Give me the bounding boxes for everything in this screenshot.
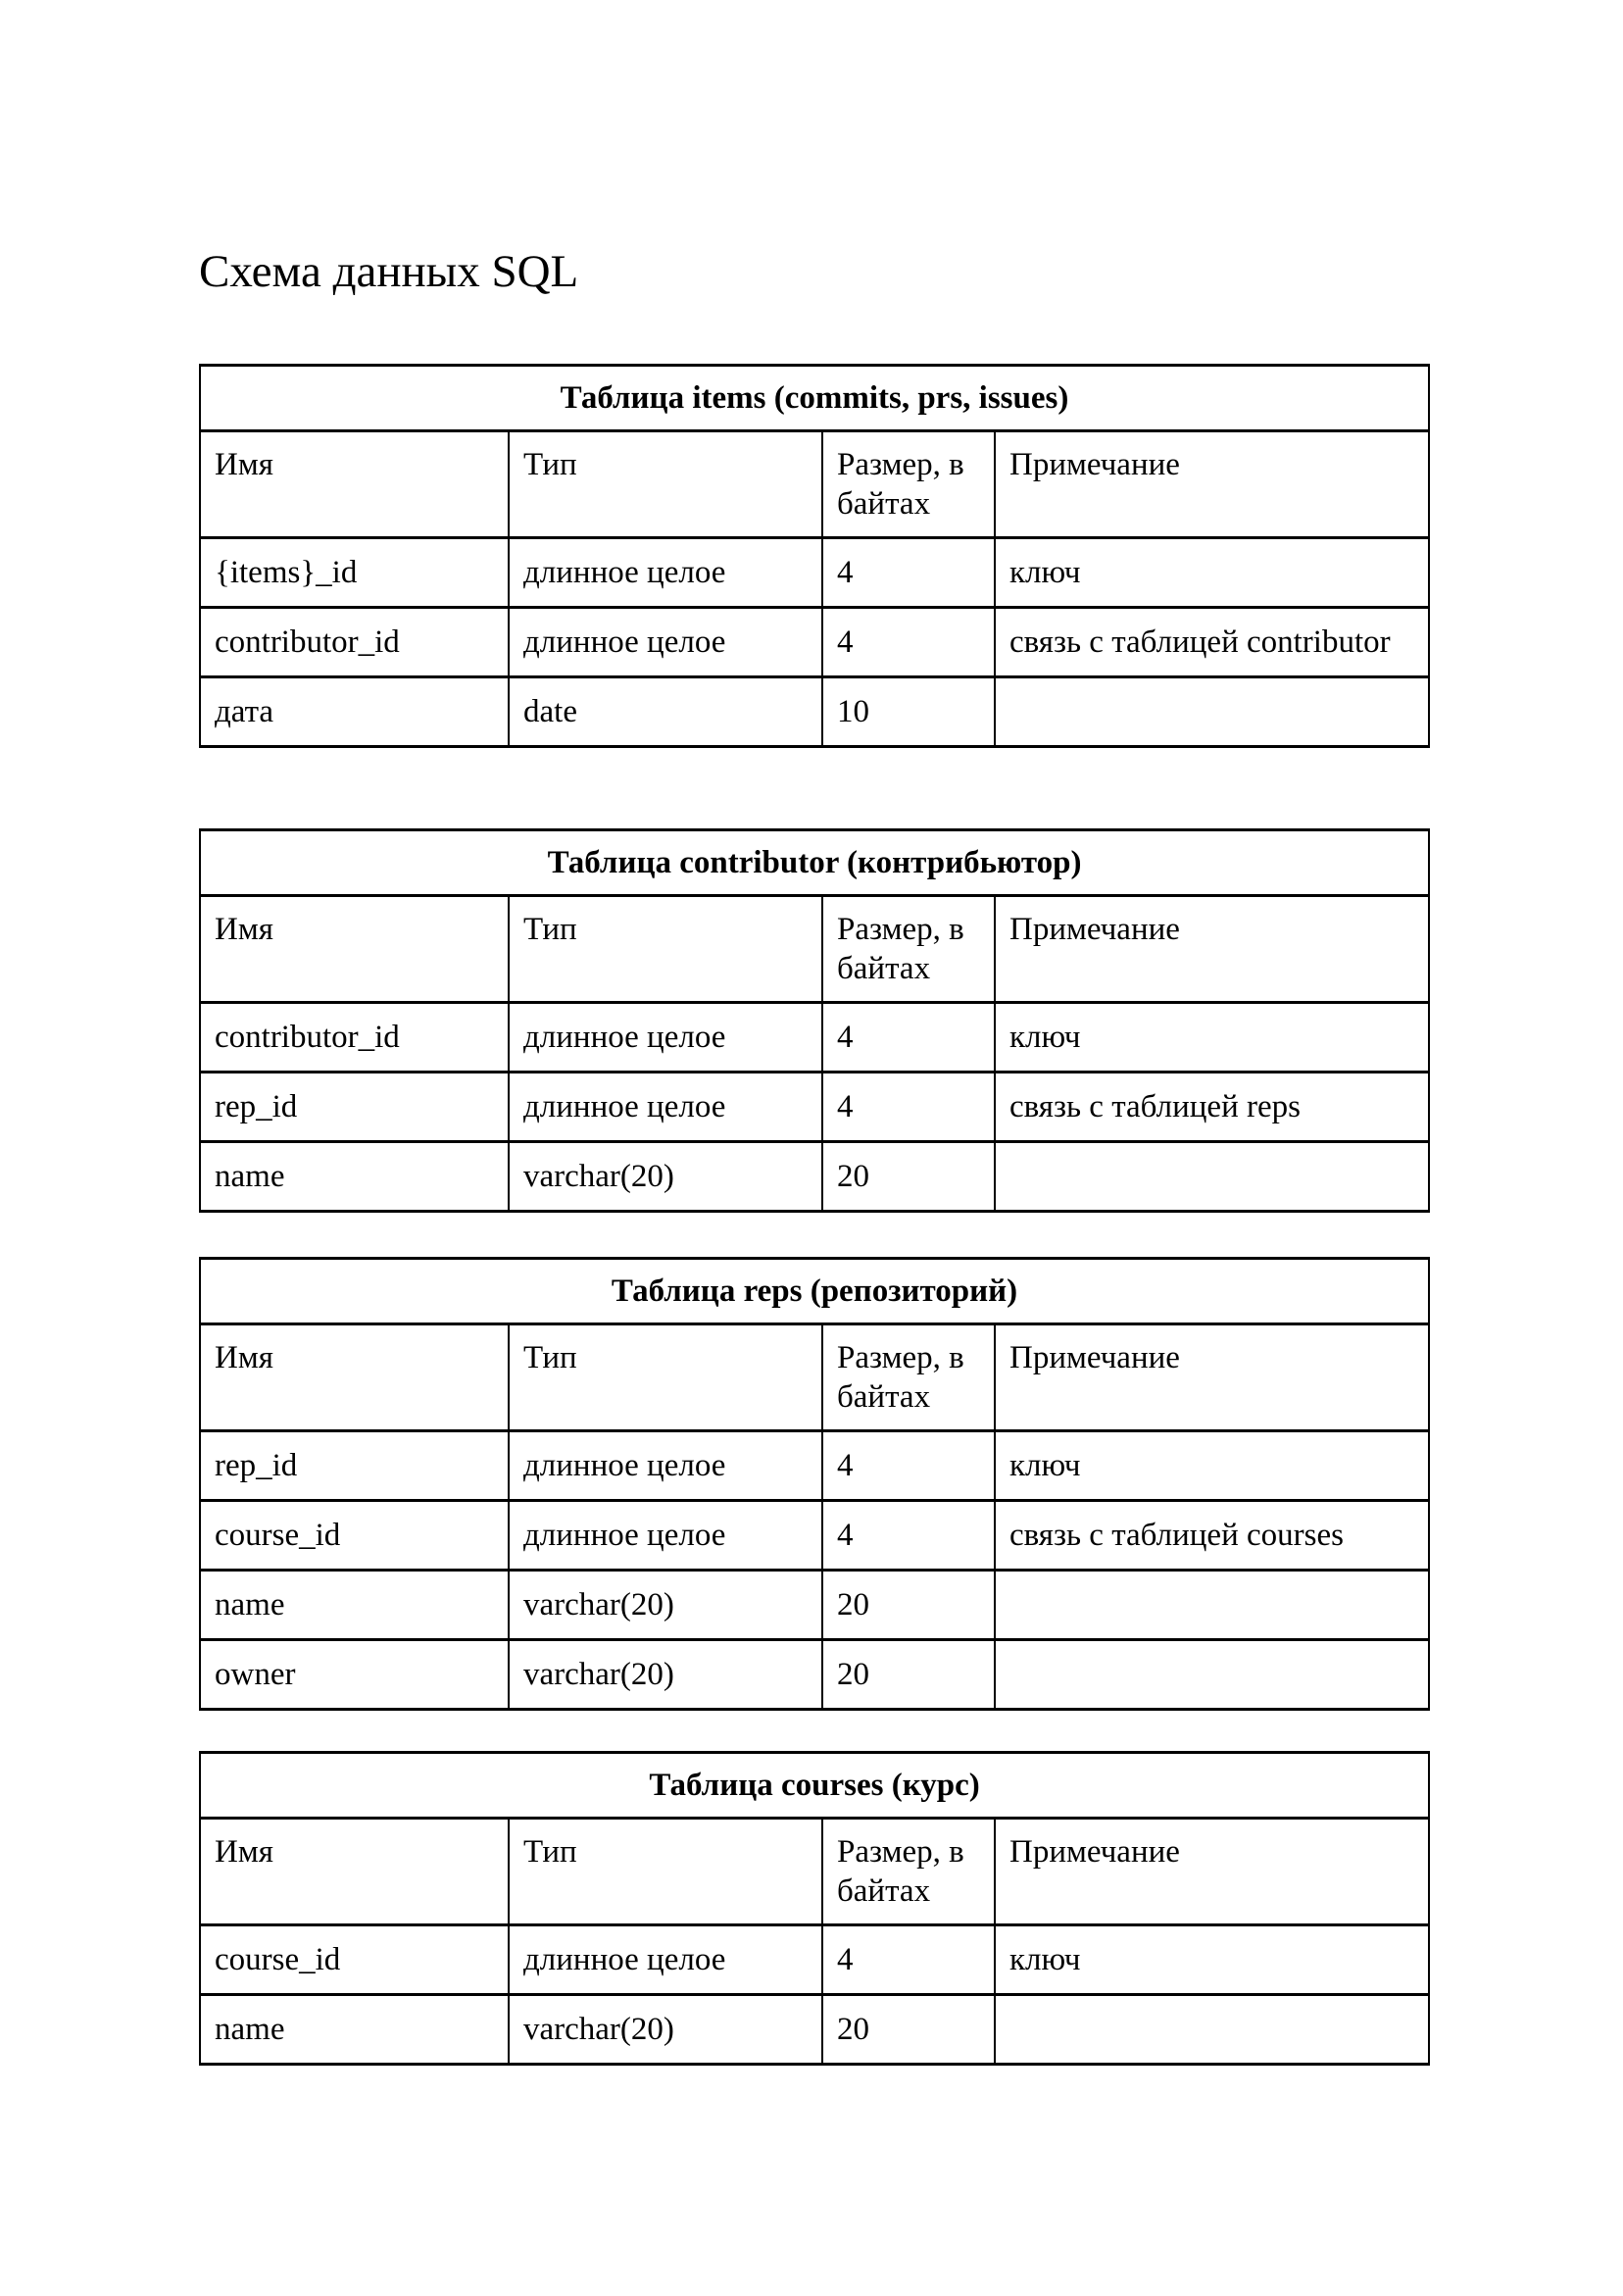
cell: связь с таблицей contributor	[995, 608, 1429, 677]
cell: varchar(20)	[509, 1142, 822, 1212]
schema-table	[199, 1751, 1430, 2066]
table-row	[200, 1640, 1429, 1710]
cell: name	[200, 1571, 509, 1640]
cell: 20	[822, 1571, 995, 1640]
column-header: Примечание	[995, 1324, 1429, 1431]
cell: 4	[822, 608, 995, 677]
cell: varchar(20)	[509, 1571, 822, 1640]
cell: 4	[822, 538, 995, 608]
table-row	[200, 538, 1429, 608]
cell: contributor_id	[200, 608, 509, 677]
column-header: Примечание	[995, 896, 1429, 1003]
cell: varchar(20)	[509, 1995, 822, 2065]
cell: длинное целое	[509, 1501, 822, 1571]
table-title-row	[200, 1753, 1429, 1819]
table-row	[200, 1431, 1429, 1501]
cell	[995, 1995, 1429, 2065]
cell: varchar(20)	[509, 1640, 822, 1710]
table-title: Таблица contributor (контрибьютор)	[200, 830, 1429, 896]
table-row	[200, 1003, 1429, 1073]
cell	[995, 1640, 1429, 1710]
column-header: Имя	[200, 896, 509, 1003]
table-row	[200, 608, 1429, 677]
cell: длинное целое	[509, 1073, 822, 1142]
cell: 4	[822, 1073, 995, 1142]
cell	[995, 677, 1429, 747]
column-header: Размер, в байтах	[822, 896, 995, 1003]
cell: date	[509, 677, 822, 747]
tables-container	[199, 364, 1623, 2066]
cell: 20	[822, 1995, 995, 2065]
column-header: Тип	[509, 896, 822, 1003]
table-row	[200, 1995, 1429, 2065]
table-title-row	[200, 1259, 1429, 1324]
cell: rep_id	[200, 1431, 509, 1501]
cell: 4	[822, 1501, 995, 1571]
cell: ключ	[995, 538, 1429, 608]
table-title: Таблица courses (курс)	[200, 1753, 1429, 1819]
table-title-row	[200, 366, 1429, 431]
table-row	[200, 1501, 1429, 1571]
cell: связь с таблицей courses	[995, 1501, 1429, 1571]
cell: длинное целое	[509, 538, 822, 608]
column-header: Размер, в байтах	[822, 1324, 995, 1431]
column-header: Примечание	[995, 431, 1429, 538]
cell: длинное целое	[509, 608, 822, 677]
cell: owner	[200, 1640, 509, 1710]
cell: course_id	[200, 1925, 509, 1995]
column-header: Тип	[509, 1324, 822, 1431]
cell: 4	[822, 1003, 995, 1073]
table-title-row	[200, 830, 1429, 896]
cell: ключ	[995, 1003, 1429, 1073]
column-header: Размер, в байтах	[822, 431, 995, 538]
schema-table	[199, 1257, 1430, 1711]
cell: contributor_id	[200, 1003, 509, 1073]
cell: 20	[822, 1640, 995, 1710]
cell: 4	[822, 1431, 995, 1501]
cell: ключ	[995, 1925, 1429, 1995]
schema-table	[199, 364, 1430, 748]
column-header: Тип	[509, 431, 822, 538]
table-header-row	[200, 896, 1429, 1003]
table-row	[200, 677, 1429, 747]
column-header: Имя	[200, 1324, 509, 1431]
cell: дата	[200, 677, 509, 747]
cell	[995, 1571, 1429, 1640]
table-header-row	[200, 431, 1429, 538]
cell: rep_id	[200, 1073, 509, 1142]
table-title: Таблица reps (репозиторий)	[200, 1259, 1429, 1324]
table-row	[200, 1142, 1429, 1212]
cell: 10	[822, 677, 995, 747]
page-title: Схема данных SQL	[199, 246, 579, 297]
table-row	[200, 1571, 1429, 1640]
cell: 20	[822, 1142, 995, 1212]
table-row	[200, 1925, 1429, 1995]
cell: ключ	[995, 1431, 1429, 1501]
cell: длинное целое	[509, 1003, 822, 1073]
schema-table	[199, 828, 1430, 1213]
cell: длинное целое	[509, 1925, 822, 1995]
column-header: Тип	[509, 1819, 822, 1925]
column-header: Размер, в байтах	[822, 1819, 995, 1925]
cell: course_id	[200, 1501, 509, 1571]
column-header: Имя	[200, 431, 509, 538]
table-row	[200, 1073, 1429, 1142]
table-title: Таблица items (commits, prs, issues)	[200, 366, 1429, 431]
cell: name	[200, 1995, 509, 2065]
cell: {items}_id	[200, 538, 509, 608]
cell: 4	[822, 1925, 995, 1995]
cell: связь с таблицей reps	[995, 1073, 1429, 1142]
column-header: Имя	[200, 1819, 509, 1925]
cell	[995, 1142, 1429, 1212]
table-header-row	[200, 1324, 1429, 1431]
cell: длинное целое	[509, 1431, 822, 1501]
table-header-row	[200, 1819, 1429, 1925]
column-header: Примечание	[995, 1819, 1429, 1925]
cell: name	[200, 1142, 509, 1212]
